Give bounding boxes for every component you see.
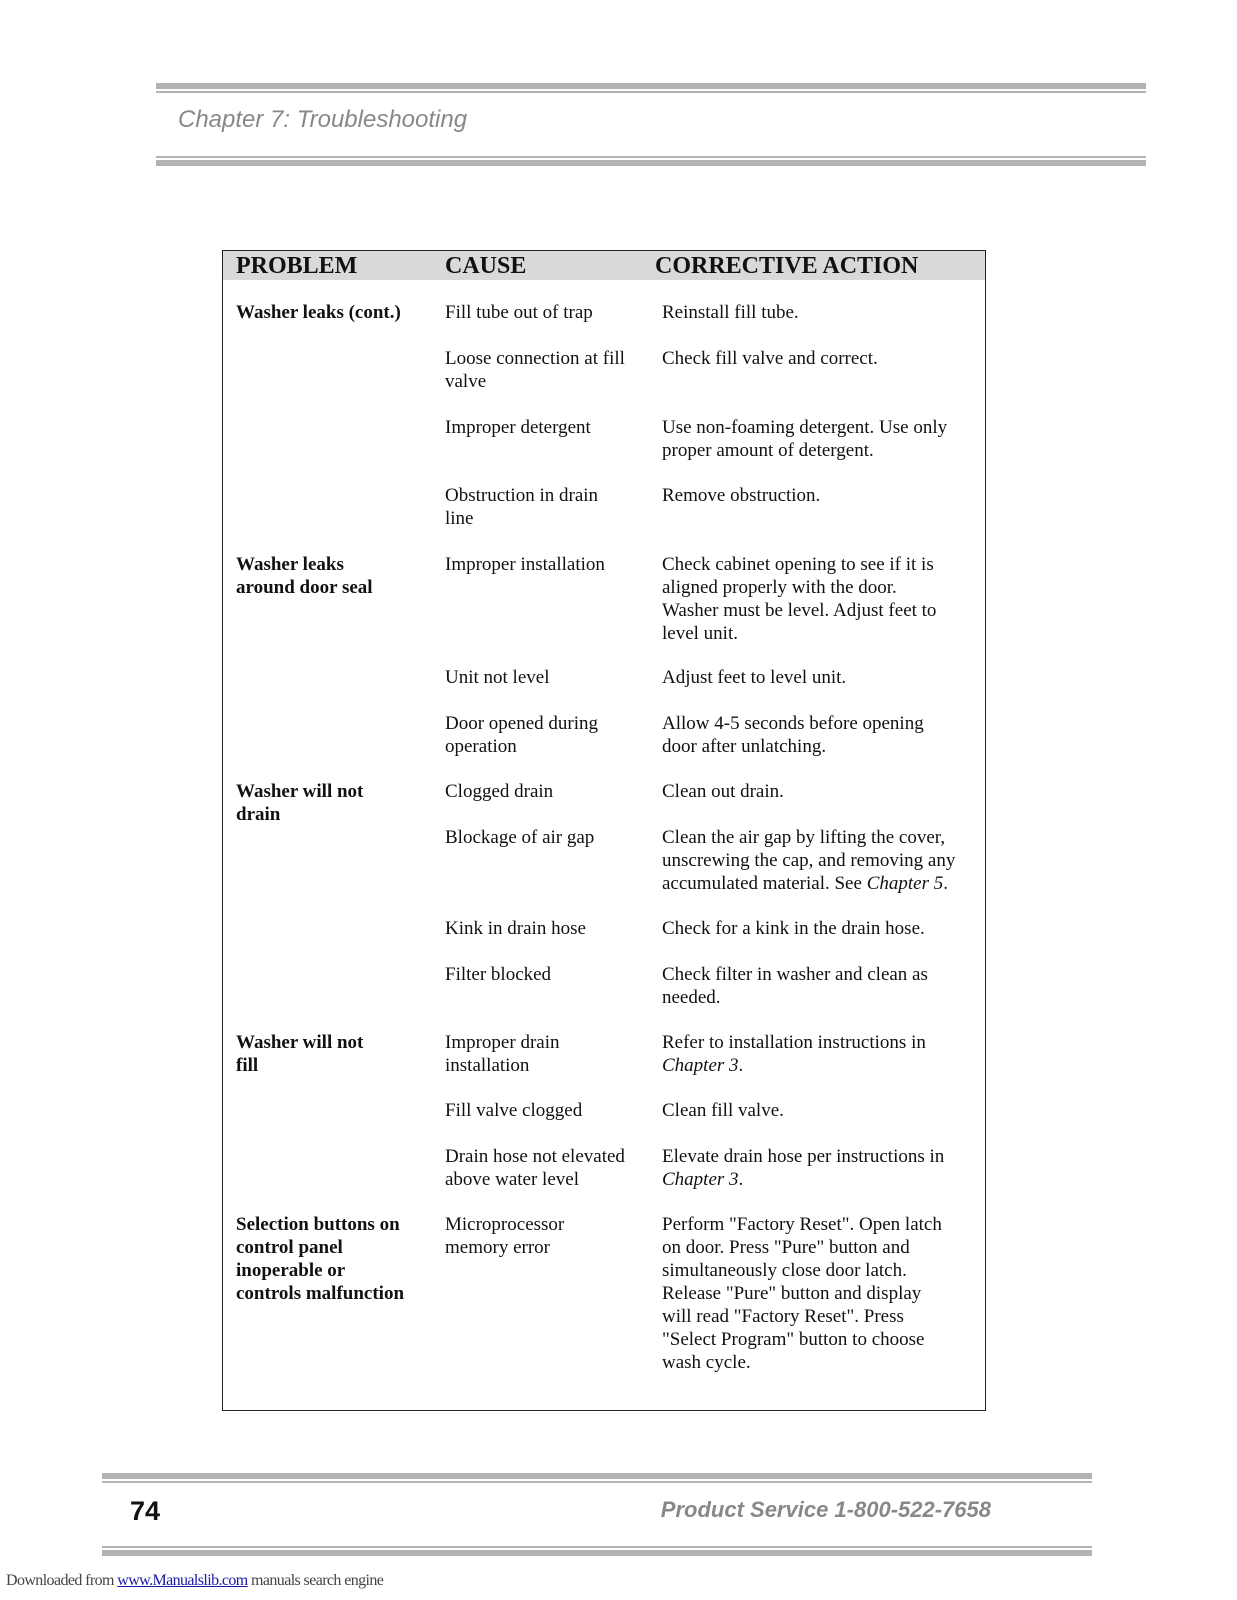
cell-action-text: Check for a kink in the drain hose.	[662, 918, 925, 939]
troubleshooting-table	[222, 250, 986, 1411]
cell-action-text: Remove obstruction.	[662, 485, 821, 506]
product-service-line: Product Service 1-800-522-7658	[660, 1497, 991, 1522]
cell-action-text: Reinstall fill tube.	[662, 302, 799, 323]
header-rule-top-thin	[156, 91, 1146, 93]
cell-action	[662, 1031, 980, 1077]
table-header	[223, 251, 985, 280]
cell-action	[662, 1145, 980, 1191]
cell-cause: Fill tube out of trap	[445, 302, 593, 323]
cell-action-text: Refer to installation instructions in	[662, 1032, 926, 1053]
cell-action-text: Clean fill valve.	[662, 1100, 784, 1121]
cell-action-text: Check fill valve and correct.	[662, 348, 878, 369]
footer-rule-top	[102, 1473, 1092, 1479]
cell-problem: Selection buttons on control panel inoperable or controls malfunction	[236, 1214, 405, 1304]
cell-cause: Improper detergent	[445, 417, 591, 438]
cell-action	[662, 301, 980, 324]
download-prefix: Downloaded from	[6, 1572, 118, 1589]
header-rule-bottom	[156, 160, 1146, 166]
cell-action-text: Clean out drain.	[662, 781, 784, 802]
cell-problem: Washer leaks (cont.)	[236, 302, 401, 323]
cell-action-text: Use non-foaming detergent. Use only proper amount of detergent.	[662, 417, 948, 461]
cell-cause: Obstruction in drain line	[445, 485, 599, 529]
cell-problem: Washer leaks around door seal	[236, 554, 373, 598]
cell-action-text: Check filter in washer and clean as needed.	[662, 964, 928, 1008]
cell-cause: Filter blocked	[445, 964, 552, 985]
footer-rule-top-thin	[102, 1481, 1092, 1483]
cell-cause: Improper drain installation	[445, 1032, 560, 1076]
cell-action-text: Check cabinet opening to see if it is aligned properly with the door. Washer must be level. Adjust feet to level unit.	[662, 554, 937, 644]
cell-action-text-end: .	[738, 1055, 744, 1076]
cell-action	[662, 826, 980, 895]
cell-cause: Door opened during operation	[445, 713, 599, 757]
cell-action	[662, 963, 980, 1009]
chapter-reference: Chapter 5	[866, 873, 944, 894]
column-header-action: CORRECTIVE ACTION	[655, 253, 919, 279]
cell-cause: Unit not level	[445, 667, 550, 688]
cell-problem: Washer will not drain	[236, 781, 364, 825]
chapter-reference: Chapter 3	[662, 1169, 739, 1190]
cell-action-text: Allow 4-5 seconds before opening door after unlatching.	[662, 713, 924, 757]
chapter-reference: Chapter 3	[662, 1055, 739, 1076]
header-rule-bottom-thin	[156, 156, 1146, 158]
download-note	[6, 1572, 383, 1590]
cell-action	[662, 1099, 980, 1122]
column-header-problem: PROBLEM	[236, 253, 358, 279]
cell-cause: Blockage of air gap	[445, 827, 595, 848]
cell-action-text: Clean the air gap by lifting the cover, unscrewing the cap, and removing any accumulated material. See	[662, 827, 956, 894]
cell-action	[662, 416, 980, 462]
cell-action	[662, 484, 980, 507]
cell-cause: Kink in drain hose	[445, 918, 586, 939]
chapter-title: Chapter 7: Troubleshooting	[178, 106, 468, 133]
cell-action-text-end: .	[943, 873, 948, 894]
cell-action-text-end: .	[738, 1169, 744, 1190]
cell-cause: Clogged drain	[445, 781, 554, 802]
cell-problem: Washer will not fill	[236, 1032, 364, 1076]
cell-action-text: Adjust feet to level unit.	[662, 667, 847, 688]
cell-cause: Microprocessor memory error	[445, 1214, 565, 1258]
cell-action-text: Perform "Factory Reset". Open latch on door. Press "Pure" button and simultaneously close door latch. Release "Pure" button and display will read "Factory Reset". Press "Select Program" button to choose wash cycle.	[662, 1214, 942, 1373]
footer-rule-bottom-thin	[102, 1546, 1092, 1548]
cell-action-text: Elevate drain hose per instructions in	[662, 1146, 945, 1167]
cell-action	[662, 347, 980, 370]
column-header-cause: CAUSE	[445, 253, 527, 279]
cell-action	[662, 780, 980, 803]
cell-cause: Fill valve clogged	[445, 1100, 583, 1121]
download-suffix: manuals search engine	[247, 1572, 384, 1589]
header-rule-top	[156, 83, 1146, 89]
footer-rule-bottom	[102, 1550, 1092, 1556]
cell-action	[662, 712, 980, 758]
cell-action	[662, 917, 980, 940]
page-number: 74	[130, 1496, 161, 1526]
cell-cause: Loose connection at fill valve	[445, 348, 625, 392]
cell-cause: Drain hose not elevated above water level	[445, 1146, 625, 1190]
cell-action	[662, 553, 980, 645]
cell-action	[662, 666, 980, 689]
cell-action	[662, 1213, 980, 1374]
manualslib-link[interactable]: www.Manualslib.com	[117, 1572, 248, 1589]
cell-cause: Improper installation	[445, 554, 605, 575]
